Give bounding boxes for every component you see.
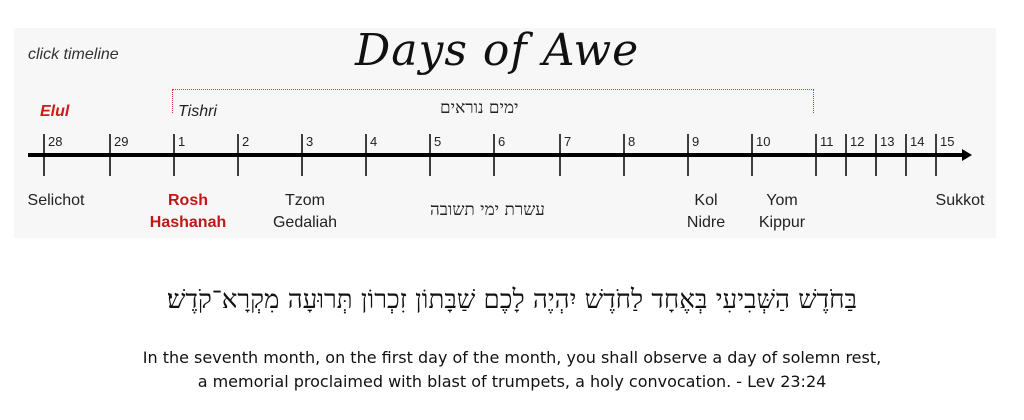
event-rosh-hashanah[interactable] (150, 190, 226, 234)
event-label-line1: Yom (766, 192, 798, 209)
day-label-14[interactable]: 14 (910, 134, 925, 149)
aseret-yemei-teshuvah-label: עשרת ימי תשובה (430, 200, 545, 220)
event-selichot[interactable] (28, 190, 85, 212)
event-label-line2: Hashanah (149, 214, 227, 231)
day-label-13[interactable]: 13 (880, 134, 895, 149)
day-label-5[interactable]: 5 (434, 134, 442, 149)
month-tishri: Tishri (178, 103, 217, 120)
day-label-6[interactable]: 6 (498, 134, 506, 149)
event-kol-nidre[interactable] (687, 190, 725, 234)
verse-hebrew: בַּחֹדֶשׁ הַשְּׁבִיעִי בְּאֶחָד לַחֹדֶשׁ יִהְיֶה לָכֶם שַׁבָּתוֹן זִכְרוֹן תְּרוּעָה מִקְרָא־קֹדֶשׁ׃ (166, 285, 858, 315)
event-label-line2: Kippur (758, 214, 806, 231)
verse-english-line-2: a memorial proclaimed with blast of trumpets, a holy convocation. - Lev 23:24 (197, 372, 827, 391)
event-label-line2: Gedaliah (272, 214, 338, 231)
event-label-line1: Sukkot (935, 192, 985, 209)
event-label-line1: Selichot (27, 192, 85, 209)
day-label-15[interactable]: 15 (940, 134, 955, 149)
day-label-8[interactable]: 8 (628, 134, 636, 149)
page-title: Days of Awe (355, 25, 640, 76)
event-label-line1: Rosh (168, 192, 208, 209)
verse-english-line-1: In the seventh month, on the first day of the month, you shall observe a day of solemn rest, (142, 348, 882, 367)
event-label-line1: Kol (694, 192, 718, 209)
day-label-4[interactable]: 4 (370, 134, 378, 149)
day-label-2[interactable]: 2 (242, 134, 250, 149)
event-tzom-gedaliah[interactable] (273, 190, 337, 234)
event-sukkot[interactable] (936, 190, 985, 212)
day-label-7[interactable]: 7 (564, 134, 572, 149)
day-label-28[interactable]: 28 (48, 134, 63, 149)
yamim-noraim-label: ימים נוראים (440, 98, 519, 118)
day-label-1[interactable]: 1 (178, 134, 186, 149)
day-label-11[interactable]: 11 (820, 134, 834, 149)
day-label-3[interactable]: 3 (306, 134, 314, 149)
event-yom-kippur[interactable] (759, 190, 805, 234)
day-label-9[interactable]: 9 (692, 134, 700, 149)
timeline-arrowhead (962, 149, 972, 161)
day-label-12[interactable]: 12 (850, 134, 865, 149)
event-label-line1: Tzom (284, 192, 325, 209)
day-label-29[interactable]: 29 (114, 134, 129, 149)
click-timeline-hint: click timeline (28, 46, 119, 63)
day-label-10[interactable]: 10 (756, 134, 771, 149)
event-label-line2: Nidre (686, 214, 726, 231)
month-elul: Elul (40, 103, 70, 120)
